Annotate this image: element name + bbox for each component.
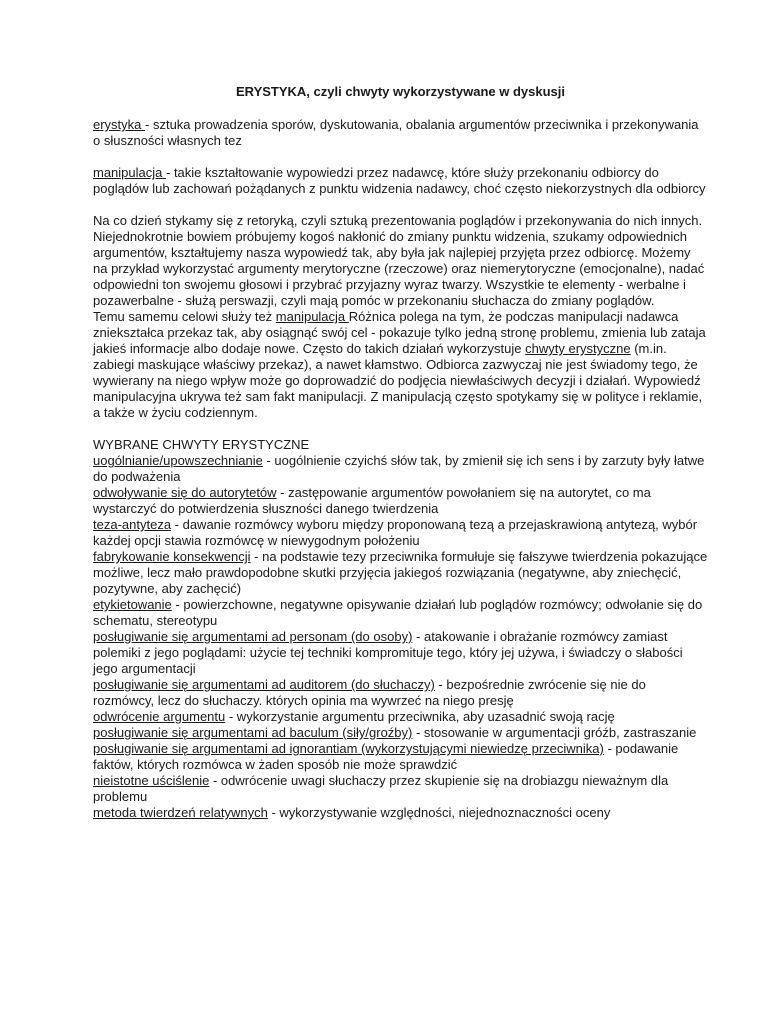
technique-term: odwoływanie się do autorytetów (93, 485, 277, 500)
list-item (93, 629, 708, 677)
list-item (93, 453, 708, 485)
technique-term: posługiwanie się argumentami ad personam (do osoby) (93, 629, 413, 644)
list-item (93, 741, 708, 773)
technique-term: uogólnianie/upowszechnianie (93, 453, 263, 468)
technique-term: posługiwanie się argumentami ad auditorem (do słuchaczy) (93, 677, 435, 692)
technique-text: - bezpośrednie zwrócenie się nie do rozmówcy, lecz do słuchaczy. których opinia ma wywrzeć na niego presję (93, 677, 646, 708)
technique-term: metoda twierdzeń relatywnych (93, 805, 268, 820)
list-item (93, 517, 708, 549)
technique-text: - zastępowanie argumentów powołaniem się na autorytet, co ma wystarczyć do potwierdzenia słuszności danego twierdzenia (93, 485, 651, 516)
technique-term: odwrócenie argumentu (93, 709, 226, 724)
technique-text: - odwrócenie uwagi słuchaczy przez skupienie się na drobiazgu nieważnym dla problemu (93, 773, 669, 804)
technique-text: - powierzchowne, negatywne opisywanie działań lub poglądów rozmówcy; odwołanie się do schematu, stereotypu (93, 597, 703, 628)
technique-term: etykietowanie (93, 597, 172, 612)
technique-text: - wykorzystanie argumentu przeciwnika, aby uzasadnić swoją rację (225, 709, 615, 724)
technique-list (93, 453, 708, 821)
body-paragraph-1: Na co dzień stykamy się z retoryką, czyli sztuką prezentowania poglądów i przekonywania do nich innych. Niejednokrotnie bowiem próbujemy kogoś nakłonić do zmiany punktu widzenia, szukamy odpowiednich argumentów, kształtujemy nasza wypowiedź tak, aby była jak najlepiej przyjęta przez odbiorcę. Możemy na przykład wykorzystać argumenty merytoryczne (rzeczowe) oraz niemerytoryczne (emocjonalne), nadać odpowiedni ton swojemu głosowi i przybrać przyjazny wyraz twarzy. Wszystkie te elementy - werbalne i pozawerbalne - służą perswazji, czyli mają pomóc w przekonaniu słuchacza do zmiany poglądów. (93, 213, 705, 308)
list-item (93, 677, 708, 709)
list-item (93, 773, 708, 805)
list-item (93, 725, 708, 741)
technique-text: - dawanie rozmówcy wyboru między proponowaną tezą a przejaskrawioną antytezą, wybór każdej opcji stawia rozmówcę w niewygodnym położeniu (93, 517, 698, 548)
technique-text: - na podstawie tezy przeciwnika formułuje się fałszywe twierdzenia pokazujące możliwe, lecz mało prawdopodobne skutki przyjęcia jakiegoś rozwiązania (negatywne, aby zniechęcić, pozytywne, aby zachęcić) (93, 549, 708, 596)
list-item (93, 485, 708, 517)
technique-text: - podawanie faktów, których rozmówca w żaden sposób nie może sprawdzić (93, 741, 679, 772)
body-text: (m.in. zabiegi maskujące właściwy przekaz), a nawet kłamstwo. Odbiorca zazwyczaj nie jest świadomy tego, że wywierany na niego wpływ może go doprowadzić do podjęcia niewłaściwych decyzji i działań. Wypowiedź manipulacyjna ukrywa też sam fakt manipulacji. Z manipulacją często spotykamy się w polityce i reklamie, a także w życiu codziennym. (93, 341, 703, 420)
definition-text: - takie kształtowanie wypowiedzi przez nadawcę, które służy przekonaniu odbiorcy do poglądów lub zachowań pożądanych z punktu widzenia nadawcy, choć często niekorzystnych dla odbiorcy (93, 165, 706, 196)
definition-manipulacja (93, 165, 708, 197)
list-item (93, 709, 708, 725)
body-text: Temu samemu celowi służy też (93, 309, 276, 324)
technique-term: nieistotne uściślenie (93, 773, 210, 788)
definition-term: erystyka (93, 117, 146, 132)
definition-text: - sztuka prowadzenia sporów, dyskutowania, obalania argumentów przeciwnika i przekonywania o słuszności własnych tez (93, 117, 699, 148)
term-manipulacja: manipulacja (275, 309, 349, 324)
list-item (93, 549, 708, 597)
document-title: ERYSTYKA, czyli chwyty wykorzystywane w dyskusji (236, 84, 565, 99)
section-heading: WYBRANE CHWYTY ERYSTYCZNE (93, 437, 310, 452)
technique-term: posługiwanie się argumentami ad baculum (siły/groźby) (93, 725, 413, 740)
term-chwyty-erystyczne: chwyty erystyczne (525, 341, 631, 356)
body-paragraph-2 (93, 309, 708, 421)
technique-text: - uogólnienie czyichś słów tak, by zmienił się ich sens i by zarzuty były łatwe do podważenia (93, 453, 705, 484)
technique-term: posługiwanie się argumentami ad ignorantiam (wykorzystującymi niewiedzę przeciwnika) (93, 741, 604, 756)
technique-text: - stosowanie w argumentacji gróźb, zastraszanie (412, 725, 697, 740)
definition-term: manipulacja (93, 165, 166, 180)
technique-term: fabrykowanie konsekwencji (93, 549, 251, 564)
body-text: Różnica polega na tym, że podczas manipulacji nadawca zniekształca przekaz tak, aby osiągnąć swój cel - pokazuje tylko jedną stronę problemu, zmienia lub zataja jakieś informacje albo dodaje nowe. Często do takich działań wykorzystuje (93, 309, 706, 356)
technique-text: - wykorzystywanie względności, niejednoznaczności oceny (267, 805, 611, 820)
technique-term: teza-antyteza (93, 517, 172, 532)
technique-text: - atakowanie i obrażanie rozmówcy zamiast polemiki z jego poglądami: użycie tej techniki kompromituje tego, który jej używa, i świadczy o słabości jego argumentacji (93, 629, 683, 676)
list-item (93, 805, 708, 821)
definition-erystyka (93, 117, 708, 149)
list-item (93, 597, 708, 629)
